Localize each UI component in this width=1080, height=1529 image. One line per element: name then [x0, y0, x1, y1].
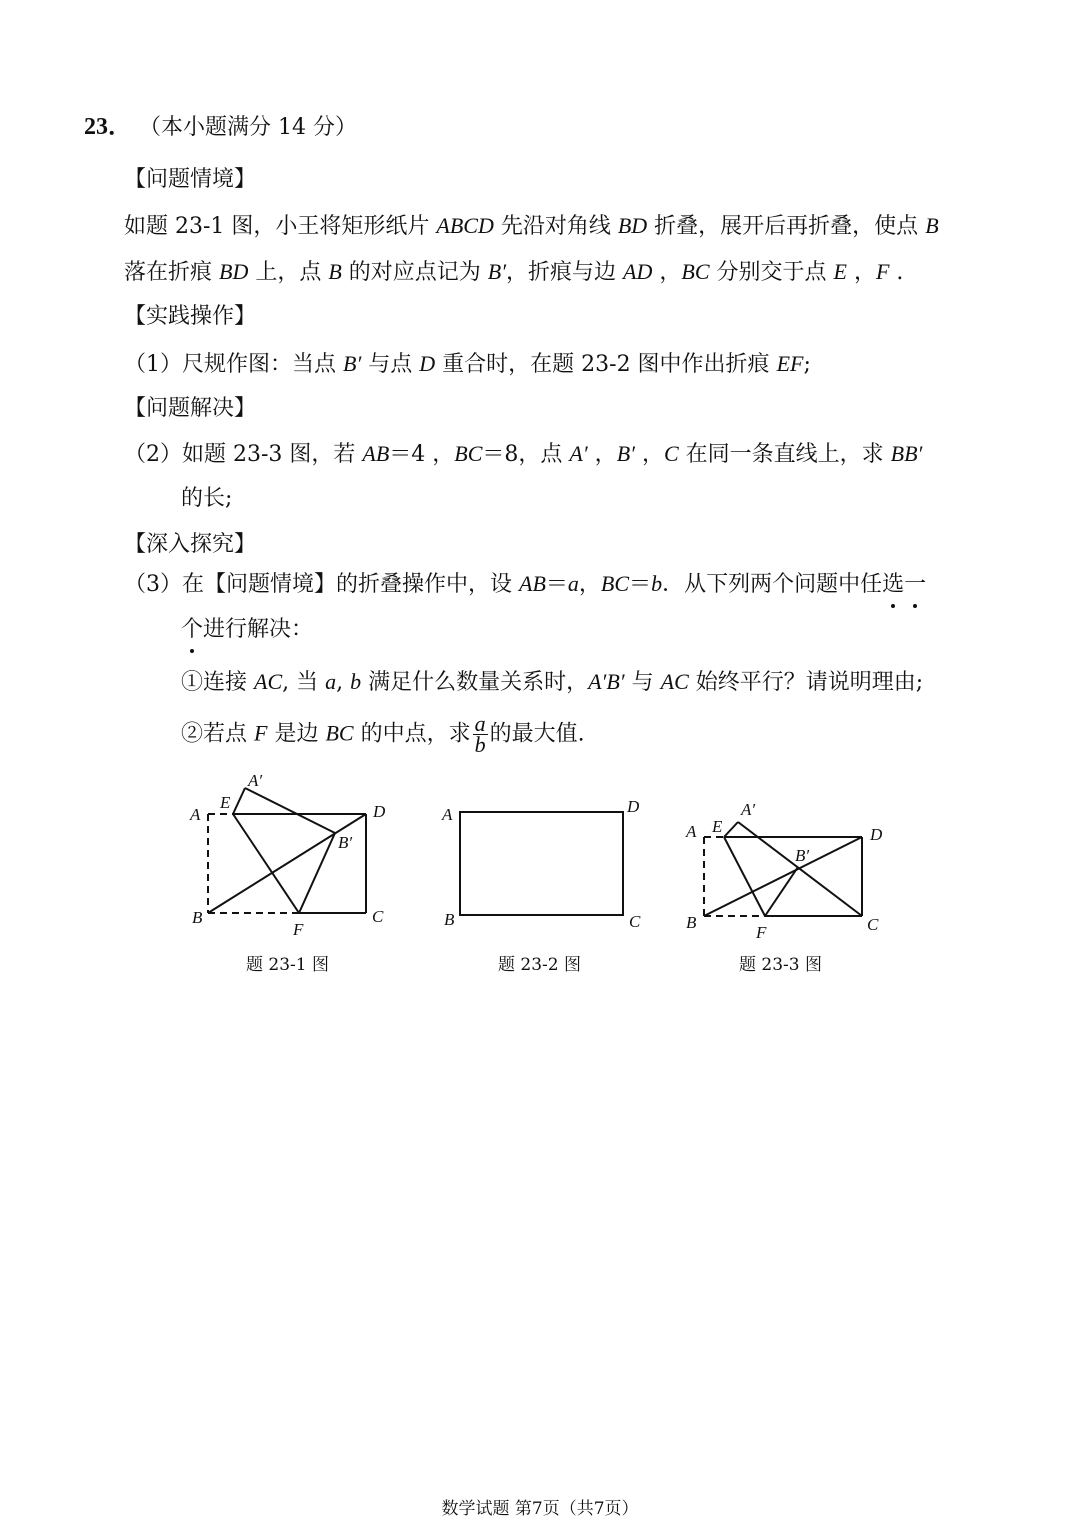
label-B: B: [686, 913, 697, 932]
figure-23-2-diagram: [430, 790, 660, 940]
context-line-1: [124, 211, 939, 242]
score-note: （本小题满分 14 分）: [139, 115, 357, 140]
figure-23-1: [180, 770, 410, 949]
label-F: F: [756, 923, 767, 942]
text: 在同一条直线上，求: [678, 442, 891, 467]
fraction-denominator: b: [474, 732, 486, 757]
math: F: [875, 259, 890, 284]
math: AC: [254, 669, 283, 694]
math: B′: [343, 351, 362, 376]
text: ＝: [545, 572, 568, 597]
text: .: [889, 260, 904, 285]
context-line-2: [124, 257, 903, 288]
text: ，折痕与边: [506, 260, 624, 285]
text: 与点: [361, 352, 420, 377]
emphasis-char: 选: [882, 570, 904, 600]
figure-23-3: [680, 795, 910, 949]
edge-EA1: [724, 822, 738, 837]
math: A′B′: [588, 669, 625, 694]
math: BC: [325, 720, 354, 746]
rectangle-ABCD: [460, 812, 623, 915]
math: B′: [616, 441, 635, 466]
label-C: C: [372, 907, 384, 926]
math: AC: [660, 669, 689, 694]
math: B: [328, 259, 342, 284]
text: 进行解决：: [203, 617, 314, 642]
label-A1: A′: [248, 771, 263, 790]
math: F: [254, 720, 268, 746]
math: b: [651, 571, 663, 596]
part-3-line-2: [181, 615, 313, 645]
text: 上，点: [248, 260, 329, 285]
text: 是边: [267, 721, 326, 747]
text: ①连接: [181, 670, 254, 695]
text: ＝8，点: [482, 442, 570, 467]
math: BC: [681, 259, 710, 284]
question-number: 23．: [84, 114, 132, 140]
text: ，: [652, 260, 682, 285]
label-A1: A′: [741, 800, 756, 819]
diagonal-BD: [208, 814, 366, 913]
text: 与: [624, 670, 661, 695]
text: ，: [634, 442, 664, 467]
math: BD: [219, 259, 249, 284]
math: AD: [623, 259, 653, 284]
text: ，: [578, 572, 601, 597]
text: 重合时，在题 23-2 图中作出折痕: [435, 352, 777, 377]
emphasis-char: 一: [904, 570, 926, 600]
part-1: [124, 349, 811, 380]
label-D: D: [627, 797, 640, 816]
part-2-line-1: [124, 439, 922, 470]
page-footer: 数学试题 第7页（共7页）: [441, 1499, 639, 1519]
section-context-heading: 【问题情境】: [124, 167, 257, 192]
edge-EA1: [233, 788, 245, 814]
math: C: [663, 441, 679, 466]
label-E: E: [712, 817, 723, 836]
figure-23-2: [430, 790, 660, 944]
math: EF: [776, 351, 804, 376]
edge-B1F: [765, 867, 798, 916]
text: 分别交于点: [709, 260, 834, 285]
question-header: [84, 112, 357, 143]
text: ＝4 ，: [389, 442, 455, 467]
text: 折叠，展开后再折叠，使点: [647, 214, 926, 239]
emphasis-char: 个: [181, 615, 203, 645]
label-E: E: [220, 793, 231, 812]
text: , 当: [282, 670, 326, 695]
math: BD: [617, 213, 648, 238]
text: 先沿对角线: [493, 214, 618, 239]
math: BC: [454, 441, 483, 466]
text: （1）尺规作图：当点: [124, 352, 343, 377]
text: （2）如题 23-3 图，若: [124, 442, 363, 467]
figure-23-2-caption: 题 23-2 图: [498, 955, 581, 975]
label-B1: B′: [795, 846, 810, 865]
text: 落在折痕: [124, 260, 219, 285]
math: AB: [519, 571, 546, 596]
label-B: B: [192, 908, 203, 927]
figure-23-3-diagram: [680, 795, 910, 945]
text: （3）在【问题情境】的折叠操作中，设: [124, 572, 519, 597]
text: 的最大值.: [489, 721, 585, 747]
figure-23-1-caption: 题 23-1 图: [246, 955, 329, 975]
label-C: C: [629, 912, 641, 931]
label-B: B: [444, 910, 455, 929]
crease-EF: [724, 837, 765, 916]
option-1: [181, 667, 923, 698]
math: ABCD: [436, 213, 494, 238]
figure-23-3-caption: 题 23-3 图: [739, 955, 822, 975]
text: 的对应点记为: [341, 260, 488, 285]
fraction: [473, 711, 488, 757]
math: a: [567, 571, 579, 596]
math: A′: [569, 441, 588, 466]
fraction-numerator: a: [474, 711, 486, 736]
text: 如题 23-1 图，小王将矩形纸片: [124, 214, 437, 239]
text: 始终平行？请说明理由;: [688, 670, 924, 695]
text: ②若点: [181, 721, 254, 747]
text: ．从下列两个问题中任: [662, 572, 883, 597]
text: ＝: [629, 572, 652, 597]
edge-A1B1: [245, 788, 335, 833]
text: ，: [846, 260, 876, 285]
section-explore-heading: 【深入探究】: [124, 532, 257, 557]
option-2: [181, 711, 585, 757]
crease-EF: [233, 814, 299, 913]
math: AB: [362, 441, 390, 466]
label-D: D: [870, 825, 883, 844]
label-B1: B′: [338, 833, 353, 852]
label-A: A: [190, 805, 201, 824]
text: ,: [336, 670, 351, 695]
math: a: [325, 669, 337, 694]
text: 的中点，求: [353, 721, 471, 747]
section-solve-heading: 【问题解决】: [124, 396, 257, 421]
math: BC: [600, 571, 630, 596]
text: ，: [587, 442, 617, 467]
label-A: A: [686, 822, 697, 841]
label-F: F: [293, 920, 304, 939]
math: B′: [487, 259, 507, 284]
diagonal-BD: [704, 837, 862, 916]
math: D: [419, 351, 436, 376]
math: b: [350, 669, 362, 694]
label-A: A: [442, 805, 453, 824]
part-3-line-1: [124, 569, 926, 600]
section-practice-heading: 【实践操作】: [124, 304, 257, 329]
part-2-line-2: 的长;: [181, 486, 233, 511]
math: B: [925, 213, 939, 238]
label-C: C: [867, 915, 879, 934]
label-D: D: [373, 802, 386, 821]
math: E: [833, 259, 847, 284]
text: 满足什么数量关系时，: [361, 670, 589, 695]
figure-23-1-diagram: [180, 770, 410, 945]
math: BB′: [890, 441, 923, 466]
text: ;: [803, 352, 811, 377]
